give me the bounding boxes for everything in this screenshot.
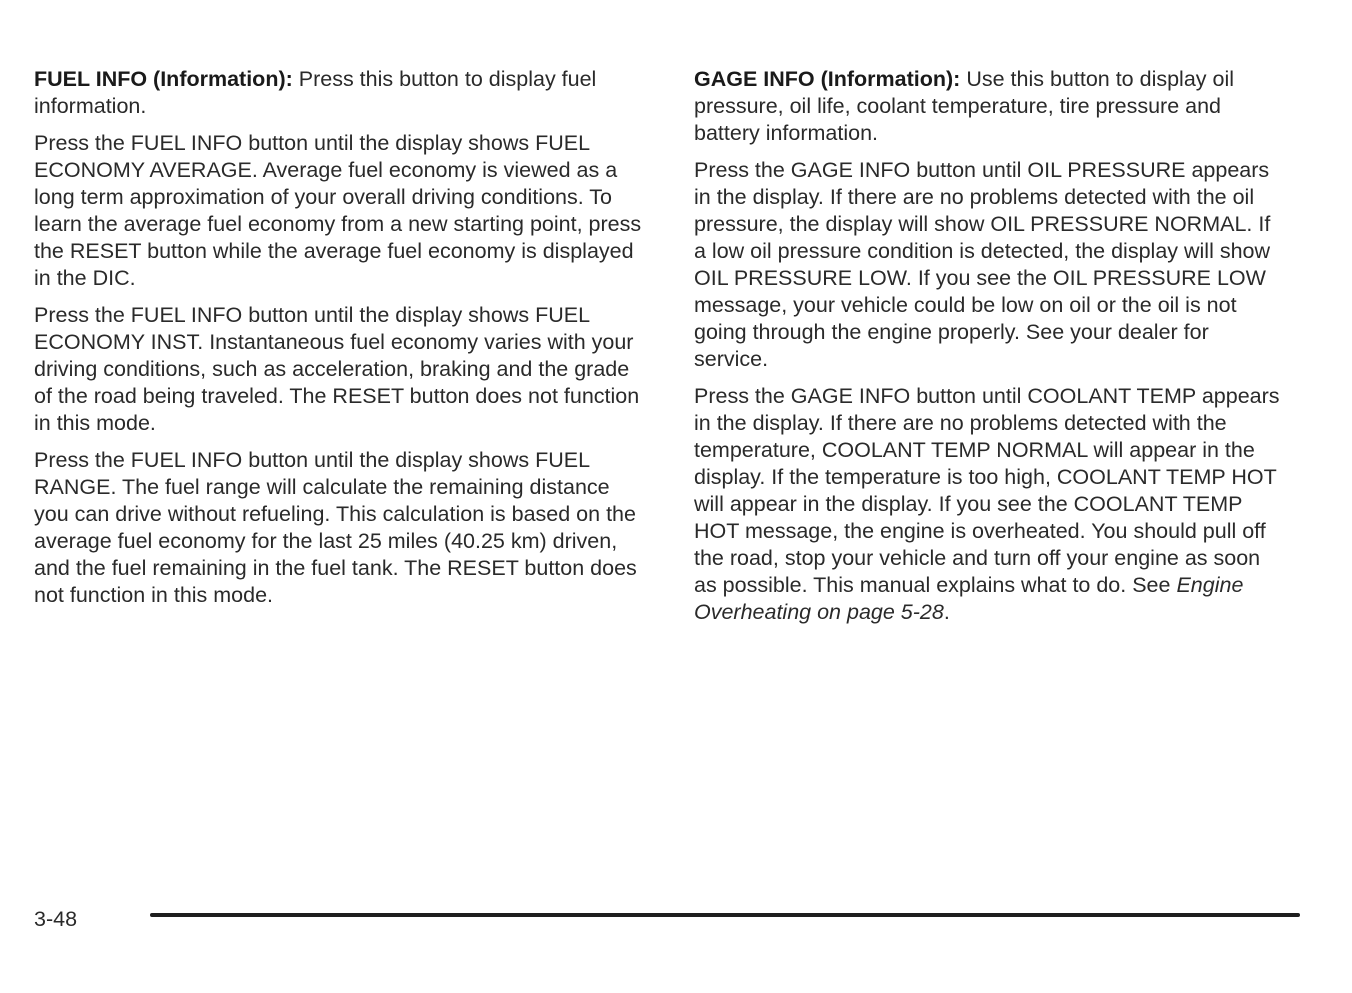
right-column (694, 66, 1288, 636)
coolant-temp-paragraph (694, 383, 1288, 626)
fuel-range-paragraph: Press the FUEL INFO button until the display shows FUEL RANGE. The fuel range will calculate the remaining distance you can drive without refueling. This calculation is based on the average fuel economy for the last 25 miles (40.25 km) driven, and the fuel remaining in the fuel tank. The RESET button does not function in this mode. (34, 448, 637, 607)
left-column (34, 66, 650, 619)
engine-overheating-reference: Engine Overheating on page 5-28 (694, 573, 1244, 624)
footer-rule (150, 913, 1300, 917)
gage-info-paragraph (694, 66, 1288, 147)
fuel-info-intro: Press this button to display fuel information. (34, 67, 597, 118)
fuel-economy-inst-paragraph: Press the FUEL INFO button until the display shows FUEL ECONOMY INST. Instantaneous fuel economy varies with your driving conditions, such as acceleration, braking and the grade of the road being traveled. The RESET button does not function in this mode. (34, 303, 640, 435)
fuel-economy-average-paragraph: Press the FUEL INFO button until the display shows FUEL ECONOMY AVERAGE. Average fuel economy is viewed as a long term approximation of your overall driving conditions. To learn the average fuel economy from a new starting point, press the RESET button while the average fuel economy is displayed in the DIC. (34, 131, 642, 290)
coolant-temp-text: Press the GAGE INFO button until COOLANT TEMP appears in the display. If there are no problems detected with the temperature, COOLANT TEMP NORMAL will appear in the display. If the temperature is too high, COOLANT TEMP HOT will appear in the display. If you see the COOLANT TEMP HOT message, the engine is overheated. You should pull off the road, stop your vehicle and turn off your engine as soon as possible. This manual explains what to do. See (694, 384, 1280, 597)
coolant-temp-end: . (943, 600, 950, 624)
oil-pressure-paragraph: Press the GAGE INFO button until OIL PRESSURE appears in the display. If there are no problems detected with the oil pressure, the display will show OIL PRESSURE NORMAL. If a low oil pressure condition is detected, the display will show OIL PRESSURE LOW. If you see the OIL PRESSURE LOW message, your vehicle could be low on oil or the oil is not going through the engine properly. See your dealer for service. (694, 158, 1271, 371)
gage-info-intro: Use this button to display oil pressure, oil life, coolant temperature, tire pressure and battery information. (694, 67, 1235, 145)
fuel-info-paragraph (34, 66, 650, 120)
fuel-info-heading: FUEL INFO (Information): (34, 67, 293, 91)
page-number: 3-48 (34, 907, 78, 931)
gage-info-heading: GAGE INFO (Information): (694, 67, 961, 91)
